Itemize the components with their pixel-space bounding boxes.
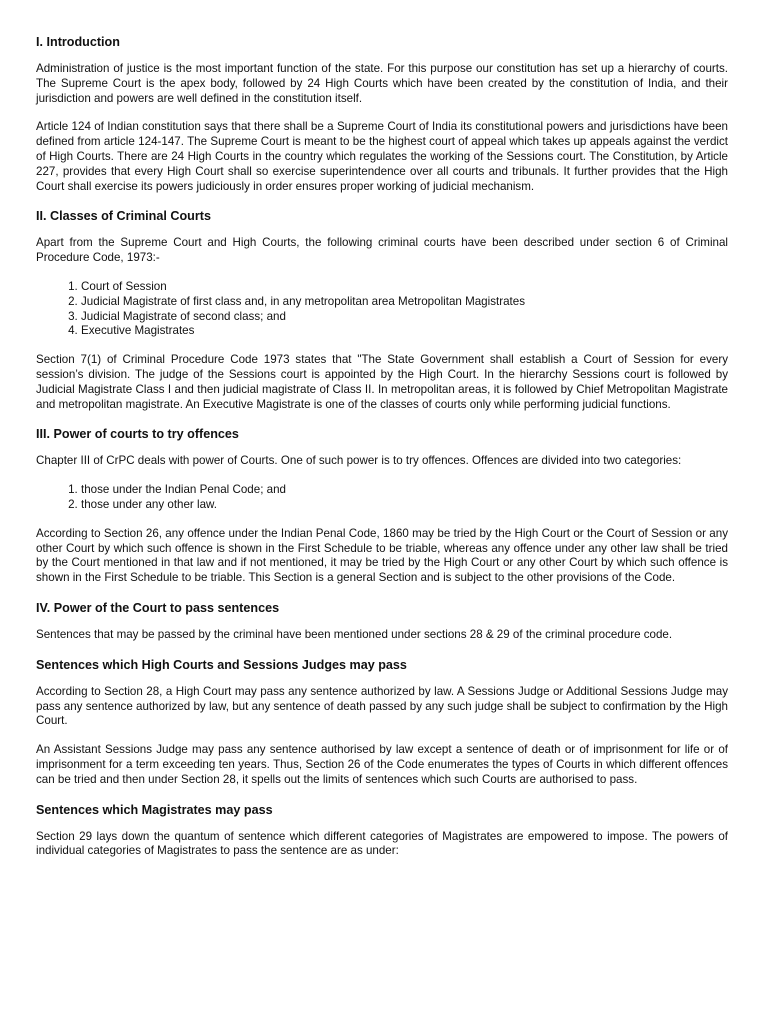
document-page (36, 34, 728, 859)
paragraph: Section 7(1) of Criminal Procedure Code 1973 states that "The State Government shall establish a Court of Session for every session’s division. The judge of the Sessions court is appointed by the High Court. In the hierarchy Sessions court is followed by Judicial Magistrate Class I and then judicial magistrate of Class II. In metropolitan areas, it is followed by Chief Metropolitan Magistrate and metropolitan magistrate. An Executive Magistrate is one of the classes of courts only while performing judicial functions. (36, 353, 728, 411)
list-item: 2. Judicial Magistrate of first class and, in any metropolitan area Metropolitan Magistrates (81, 295, 728, 310)
paragraph: Article 124 of Indian constitution says that there shall be a Supreme Court of India its constitutional powers and jurisdictions have been defined from article 124-147. The Supreme Court is meant to be the highest court of appeal which takes up appeals against the verdict of High Courts. There are 24 High Courts in the country which regulates the working of the Sessions court. The Constitution, by Article 227, provides that every High Court shall so exercise superintendence over all courts and tribunals. It further provides that the High Court shall exercise its powers judiciously in order ensures proper working of judicial mechanism. (36, 120, 728, 193)
paragraph: Administration of justice is the most important function of the state. For this purpose our constitution has set up a hierarchy of courts. The Supreme Court is the apex body, followed by 24 High Courts which have been created by the constitution of India, and their jurisdiction and powers are well defined in the constitution itself. (36, 62, 728, 105)
section-heading-classes: II. Classes of Criminal Courts (36, 209, 211, 224)
criminal-courts-list (36, 280, 728, 339)
paragraph: Apart from the Supreme Court and High Courts, the following criminal courts have been described under section 6 of Criminal Procedure Code, 1973:- (36, 236, 728, 265)
offence-categories-list (36, 483, 728, 513)
section-heading-high-courts: Sentences which High Courts and Sessions Judges may pass (36, 657, 407, 672)
section-heading-power-to-sentence: IV. Power of the Court to pass sentences (36, 600, 280, 615)
list-item: 4. Executive Magistrates (81, 324, 728, 339)
section-heading-power-to-try: III. Power of courts to try offences (36, 427, 239, 442)
paragraph: According to Section 26, any offence under the Indian Penal Code, 1860 may be tried by the High Court or the Court of Session or any other Court by which such offence is shown in the First Schedule to be triable, whereas any offence under any other law shall be tried by the Court mentioned in that law and if not mentioned, it may be tried by the High Court or any other Court by which such offence is shown in the First Schedule to be triable. This Section is a general Section and is subject to the other provisions of the Code. (36, 526, 728, 585)
paragraph: According to Section 28, a High Court may pass any sentence authorized by law. A Sessions Judge or Additional Sessions Judge may pass any sentence authorized by law, but any sentence of death passed by any such judge shall be subject to confirmation by the High Court. (36, 684, 728, 728)
section-heading-magistrates: Sentences which Magistrates may pass (36, 802, 273, 817)
section-heading-introduction: I. Introduction (36, 35, 120, 49)
list-item: 1. those under the Indian Penal Code; and (81, 483, 728, 498)
list-item: 2. those under any other law. (81, 498, 728, 513)
paragraph: Chapter III of CrPC deals with power of Courts. One of such power is to try offences. Offences are divided into two categories: (36, 454, 682, 468)
paragraph: Section 29 lays down the quantum of sentence which different categories of Magistrates are empowered to impose. The powers of individual categories of Magistrates to pass the sentence are as under: (36, 829, 728, 858)
paragraph: An Assistant Sessions Judge may pass any sentence authorised by law except a sentence of death or of imprisonment for life or of imprisonment for a term exceeding ten years. Thus, Section 26 of the Code enumerates the types of Courts in which different offences can be tried and then under Section 28, it spells out the limits of sentences which such Courts are authorised to pass. (36, 743, 728, 786)
list-item: 1. Court of Session (81, 280, 728, 295)
paragraph: Sentences that may be passed by the criminal have been mentioned under sections 28 & 29 of the criminal procedure code. (36, 627, 673, 641)
list-item: 3. Judicial Magistrate of second class; and (81, 310, 728, 325)
